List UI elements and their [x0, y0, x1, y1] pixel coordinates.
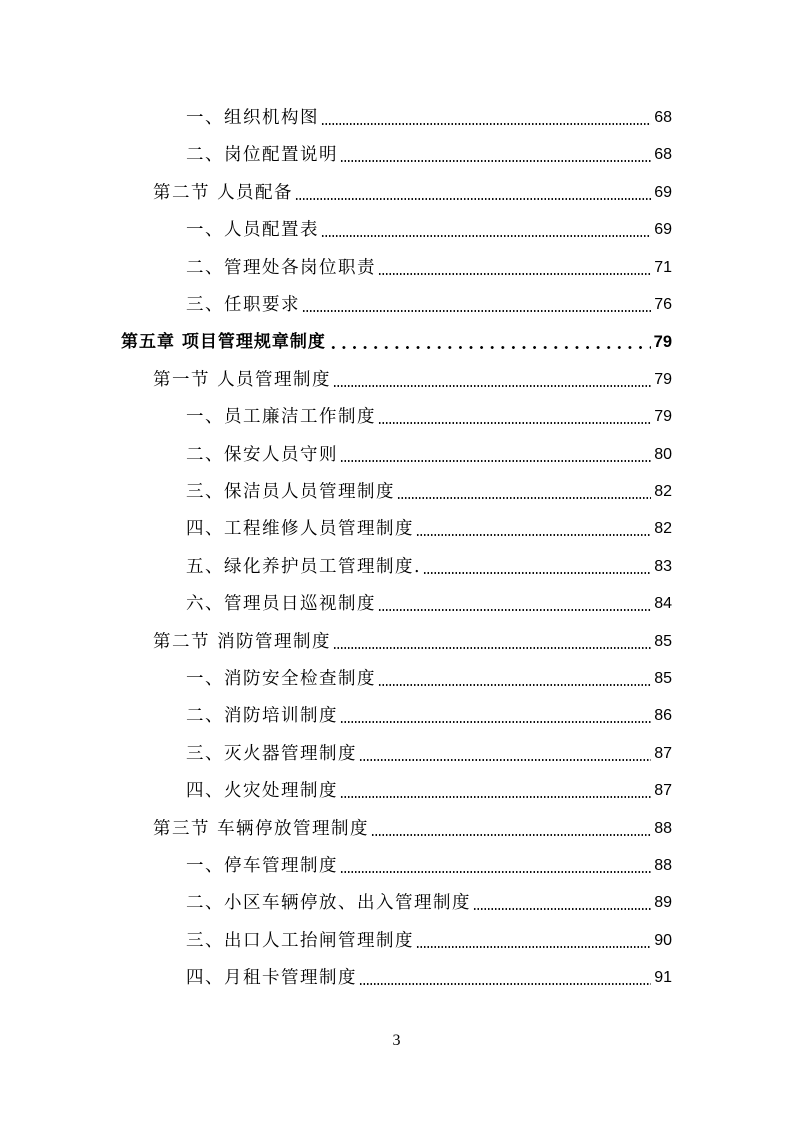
toc-entry-page: 68 [654, 146, 672, 164]
toc-entry-title: 四、月租卡管理制度 [186, 968, 357, 989]
toc-dot-leader [397, 479, 651, 505]
toc-entry[interactable] [186, 217, 672, 243]
toc-dot-leader [333, 367, 651, 393]
toc-entry-page: 82 [654, 483, 672, 500]
toc-dot-leader [416, 516, 651, 542]
toc-entry[interactable] [186, 255, 672, 281]
toc-entry[interactable] [186, 591, 672, 617]
toc-dot-leader [378, 255, 651, 281]
toc-entry-page: 88 [654, 819, 672, 837]
toc-entry[interactable] [186, 292, 672, 318]
toc-dot-leader [328, 329, 651, 355]
toc-dot-leader [295, 180, 651, 206]
toc-entry-title: 二、管理处各岗位职责 [186, 257, 376, 278]
toc-entry-title: 三、保洁员人员管理制度 [186, 482, 395, 502]
toc-entry-title: 三、出口人工抬闸管理制度 [186, 930, 414, 951]
toc-entry[interactable] [153, 816, 672, 842]
toc-entry[interactable] [186, 965, 672, 991]
toc-entry[interactable] [186, 516, 672, 542]
toc-entry-title: 四、火灾处理制度 [186, 781, 338, 802]
toc-dot-leader [340, 778, 651, 804]
toc-entry-page: 83 [654, 557, 672, 575]
toc-entry-title: 一、员工廉洁工作制度 [186, 407, 376, 428]
toc-entry[interactable] [186, 105, 672, 131]
toc-dot-leader [340, 703, 651, 729]
page-number: 3 [392, 1032, 401, 1049]
toc-entry-title: 二、消防培训制度 [186, 706, 338, 727]
toc-entry[interactable] [186, 479, 672, 505]
toc-entry-page: 69 [654, 183, 672, 201]
toc-dot-leader [302, 292, 651, 318]
toc-entry-title: 一、人员配置表 [186, 220, 319, 241]
toc-entry-page: 76 [654, 296, 672, 313]
toc-entry-page: 69 [654, 221, 672, 239]
toc-entry-title: 五、绿化养护员工管理制度. [186, 556, 422, 577]
toc-entry-title: 第五章 项目管理规章制度 [121, 332, 326, 353]
toc-entry[interactable] [153, 367, 672, 393]
toc-entry[interactable] [186, 666, 672, 692]
toc-entry-title: 第二节 消防管理制度 [153, 631, 332, 652]
toc-entry-title: 二、小区车辆停放、出入管理制度 [186, 893, 471, 914]
toc-entry[interactable] [153, 180, 672, 206]
toc-dot-leader [378, 404, 651, 430]
toc-entry-page: 79 [654, 408, 672, 426]
toc-entry-title: 三、灭火器管理制度 [186, 743, 357, 764]
toc-entry-title: 第三节 车辆停放管理制度 [153, 818, 370, 839]
toc-entry-page: 85 [654, 632, 672, 650]
toc-entry[interactable] [121, 329, 672, 355]
toc-entry[interactable] [186, 778, 672, 804]
toc-dot-leader [340, 142, 651, 168]
toc-entry-page: 68 [654, 109, 672, 126]
toc-dot-leader [473, 890, 651, 916]
toc-entry-page: 86 [654, 707, 672, 725]
toc-entry-page: 90 [654, 931, 672, 949]
toc-entry-title: 一、消防安全检查制度 [186, 669, 376, 689]
toc-entry-title: 第二节 人员配备 [153, 182, 294, 203]
toc-entry-title: 六、管理员日巡视制度 [186, 594, 376, 615]
toc-dot-leader [378, 666, 651, 692]
toc-entry-title: 一、组织机构图 [186, 108, 319, 128]
toc-entry-page: 80 [654, 445, 672, 463]
toc-entry-title: 三、任职要求 [186, 295, 300, 315]
toc-entry-page: 82 [654, 520, 672, 538]
toc-entry[interactable] [186, 741, 672, 767]
toc-entry-page: 84 [654, 595, 672, 613]
toc-entry[interactable] [186, 703, 672, 729]
toc-entry-title: 二、保安人员守则 [186, 444, 338, 465]
toc-entry[interactable] [186, 404, 672, 430]
toc-entry-title: 第一节 人员管理制度 [153, 369, 332, 390]
toc-entry[interactable] [186, 853, 672, 879]
toc-entry[interactable] [186, 890, 672, 916]
toc-dot-leader [340, 442, 651, 468]
toc-entry-page: 91 [654, 969, 672, 987]
toc-entry-page: 79 [654, 370, 672, 388]
toc-entry-page: 87 [654, 744, 672, 762]
toc-entry-page: 88 [654, 857, 672, 874]
toc-entry[interactable] [153, 629, 672, 655]
toc-dot-leader [378, 591, 651, 617]
toc-entry[interactable] [186, 142, 672, 168]
toc-entry-title: 四、工程维修人员管理制度 [186, 519, 414, 540]
toc-entry-page: 71 [654, 258, 672, 276]
toc-dot-leader [371, 816, 651, 842]
toc-dot-leader [423, 554, 651, 580]
toc-entry-title: 二、岗位配置说明 [186, 145, 338, 166]
toc-entry[interactable] [186, 928, 672, 954]
toc-dot-leader [359, 741, 651, 767]
toc-entry-page: 89 [654, 894, 672, 912]
toc-entry-page: 87 [654, 782, 672, 800]
toc-entry[interactable] [186, 554, 672, 580]
toc-entry-page: 85 [654, 670, 672, 687]
toc-entry-page: 79 [653, 333, 672, 352]
toc-dot-leader [321, 217, 651, 243]
toc-dot-leader [359, 965, 651, 991]
toc-dot-leader [416, 928, 651, 954]
toc-entry[interactable] [186, 442, 672, 468]
toc-dot-leader [340, 853, 651, 879]
toc-dot-leader [321, 105, 651, 131]
toc-dot-leader [333, 629, 651, 655]
toc-entry-title: 一、停车管理制度 [186, 856, 338, 876]
